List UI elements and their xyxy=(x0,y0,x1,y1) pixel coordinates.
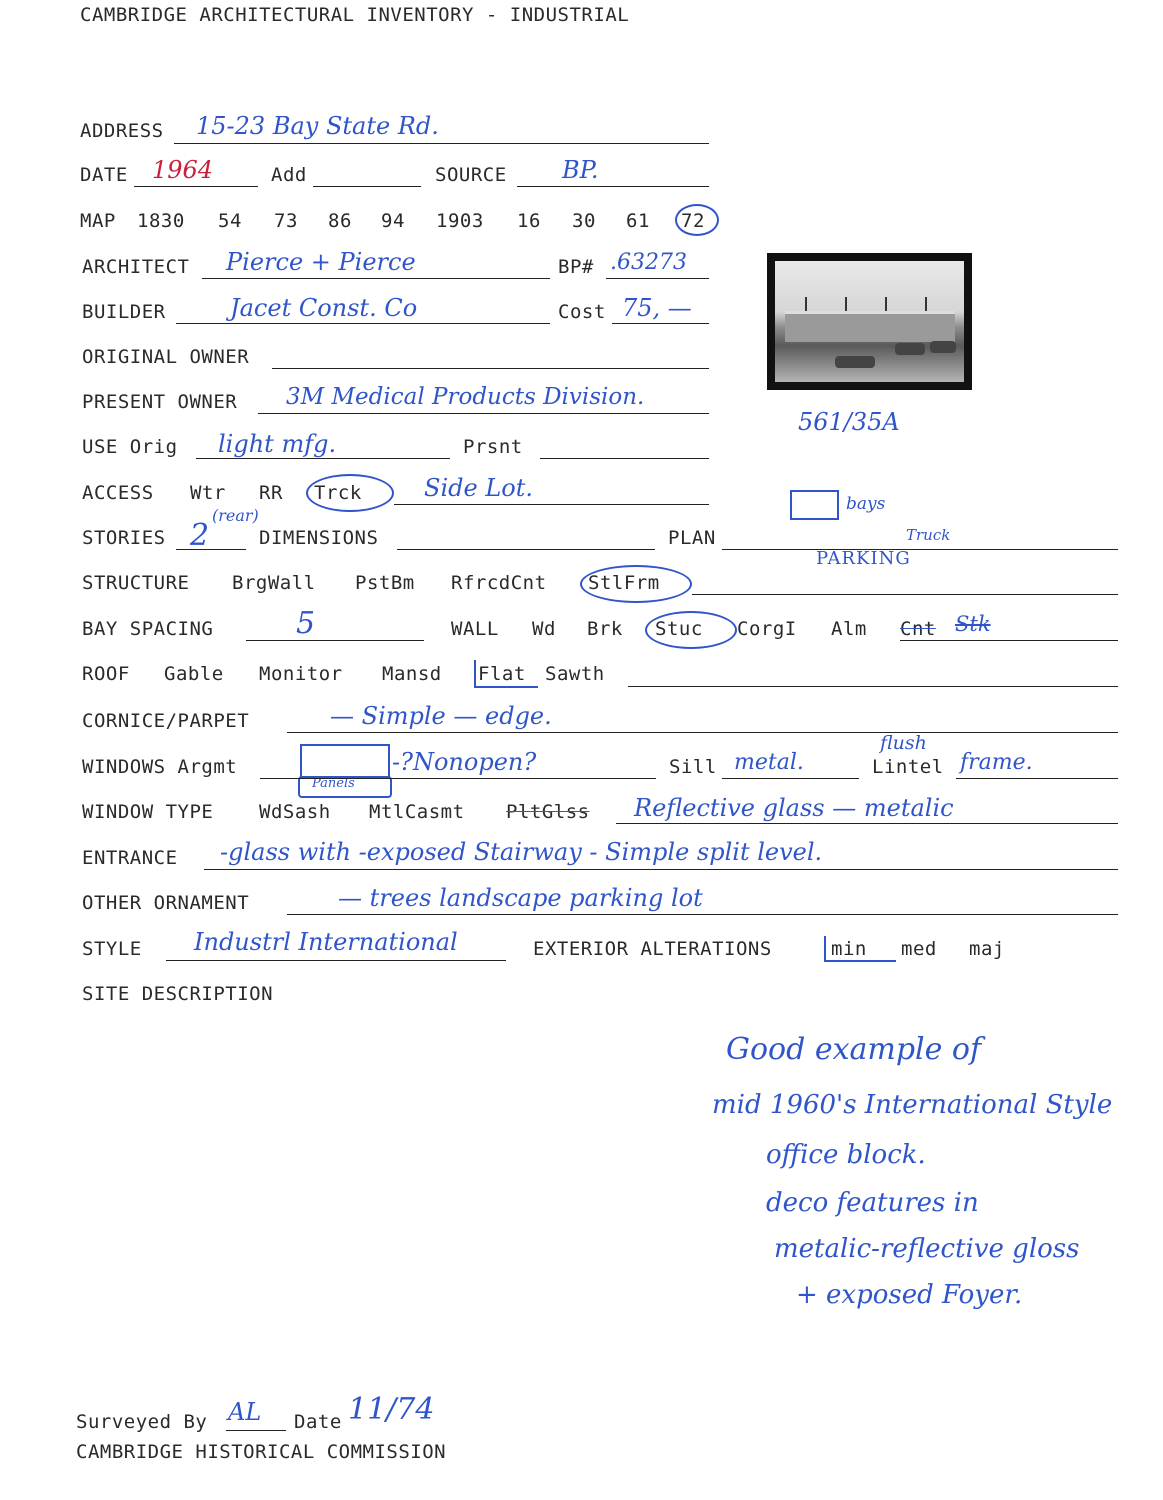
original-owner-label: ORIGINAL OWNER xyxy=(82,346,250,368)
access-option-rr: RR xyxy=(259,482,283,504)
lintel-line xyxy=(956,778,1118,779)
window-type-label: WINDOW TYPE xyxy=(82,801,214,823)
builder-line xyxy=(176,323,550,324)
alteration-option-maj: maj xyxy=(969,938,1005,960)
structure-line xyxy=(692,594,1118,595)
builder-value: Jacet Const. Co xyxy=(230,294,418,322)
present-owner-line xyxy=(258,413,709,414)
cost-value: 75, — xyxy=(622,294,692,322)
roof-option-flat: Flat xyxy=(478,663,526,685)
plan-bays-note: bays xyxy=(846,494,886,514)
plan-truck-note: Truck xyxy=(906,526,951,544)
map-year-86: 86 xyxy=(328,210,352,232)
alteration-option-med: med xyxy=(901,938,937,960)
address-value: 15-23 Bay State Rd. xyxy=(196,112,439,140)
architect-label: ARCHITECT xyxy=(82,256,190,278)
original-owner-line xyxy=(272,368,709,369)
access-selection-circle xyxy=(306,474,394,512)
surveyed-by-value: AL xyxy=(228,1398,262,1426)
access-option-wtr: Wtr xyxy=(190,482,226,504)
roof-option-gable: Gable xyxy=(164,663,224,685)
plan-line xyxy=(722,549,1118,550)
wall-option-corgi: CorgI xyxy=(737,618,797,640)
entrance-value: -glass with -exposed Stairway - Simple split level. xyxy=(220,838,823,866)
survey-date-label: Date xyxy=(294,1411,342,1433)
architect-line xyxy=(202,278,550,279)
wall-option-brk: Brk xyxy=(587,618,623,640)
plan-label: PLAN xyxy=(668,527,716,549)
windows-argmt-value: -?Nonopen? xyxy=(392,748,537,776)
map-label: MAP xyxy=(80,210,116,232)
add-label: Add xyxy=(271,164,307,186)
access-value: Side Lot. xyxy=(424,474,533,502)
surveyed-by-line xyxy=(226,1430,286,1431)
date-label: DATE xyxy=(80,164,128,186)
use-orig-line xyxy=(196,458,450,459)
bp-label: BP# xyxy=(558,256,594,278)
car-icon xyxy=(895,343,925,355)
map-year-1903: 1903 xyxy=(436,210,484,232)
architect-value: Pierce + Pierce xyxy=(226,248,416,276)
dimensions-label: DIMENSIONS xyxy=(259,527,379,549)
structure-option-rfrcdcnt: RfrcdCnt xyxy=(451,572,547,594)
cornice-value: — Simple — edge. xyxy=(330,702,552,730)
source-label: SOURCE xyxy=(435,164,507,186)
sill-label: Sill xyxy=(669,756,717,778)
roof-line xyxy=(628,686,1118,687)
prsnt-label: Prsnt xyxy=(463,436,523,458)
bay-spacing-label: BAY SPACING xyxy=(82,618,214,640)
address-line xyxy=(174,143,709,144)
style-value: Industrl International xyxy=(194,928,458,956)
dimensions-line xyxy=(397,549,655,550)
map-year-30: 30 xyxy=(572,210,596,232)
windows-argmt-label: WINDOWS Argmt xyxy=(82,756,238,778)
present-owner-label: PRESENT OWNER xyxy=(82,391,238,413)
access-line xyxy=(394,504,709,505)
cornice-label: CORNICE/PARPET xyxy=(82,710,250,732)
roof-option-mansd: Mansd xyxy=(382,663,442,685)
alteration-option-min: min xyxy=(831,938,867,960)
window-type-value: Reflective glass — metalic xyxy=(634,794,954,822)
roof-option-sawth: Sawth xyxy=(545,663,605,685)
access-option-trck: Trck xyxy=(314,482,362,504)
prsnt-line xyxy=(540,458,709,459)
date-value: 1964 xyxy=(152,156,214,184)
window-type-option-wdsash: WdSash xyxy=(259,801,331,823)
source-line xyxy=(517,186,709,187)
wall-option-alm: Alm xyxy=(831,618,867,640)
bay-spacing-line xyxy=(246,640,424,641)
exterior-alterations-label: EXTERIOR ALTERATIONS xyxy=(533,938,772,960)
window-type-option-pltglss: PltGlss xyxy=(506,801,590,823)
other-ornament-line xyxy=(287,914,1118,915)
plan-parking-note: PARKING xyxy=(816,548,911,569)
site-description-line-6: + exposed Foyer. xyxy=(796,1280,1023,1310)
roof-selection-mark xyxy=(474,660,538,688)
map-year-61: 61 xyxy=(626,210,650,232)
site-description-label: SITE DESCRIPTION xyxy=(82,983,274,1005)
lintel-value: frame. xyxy=(960,750,1033,775)
plan-sketch-box xyxy=(790,490,839,520)
photo-scene xyxy=(775,261,964,382)
windows-sketch-box xyxy=(300,744,390,778)
date-line xyxy=(134,186,258,187)
windows-panels-note: Panels xyxy=(312,776,355,791)
style-line xyxy=(166,960,506,961)
lintel-note: flush xyxy=(880,732,927,754)
style-label: STYLE xyxy=(82,938,142,960)
sill-value: metal. xyxy=(734,750,804,775)
structure-option-stlfrm: StlFrm xyxy=(588,572,660,594)
wall-extra-note: Stk xyxy=(955,612,991,636)
map-year-54: 54 xyxy=(218,210,242,232)
alteration-selection-mark xyxy=(824,936,896,962)
bay-spacing-value: 5 xyxy=(296,606,316,641)
map-year-94: 94 xyxy=(381,210,405,232)
map-year-16: 16 xyxy=(517,210,541,232)
roof-option-monitor: Monitor xyxy=(259,663,343,685)
other-ornament-label: OTHER ORNAMENT xyxy=(82,892,250,914)
window-type-option-mtlcasmt: MtlCasmt xyxy=(369,801,465,823)
site-description-line-4: deco features in xyxy=(766,1188,979,1218)
windows-argmt-line xyxy=(260,778,656,779)
other-ornament-value: — trees landscape parking lot xyxy=(338,884,703,912)
map-year-selection-circle xyxy=(675,204,719,236)
bp-line xyxy=(606,278,709,279)
cost-label: Cost xyxy=(558,301,606,323)
source-value: BP. xyxy=(562,156,599,184)
structure-option-brgwall: BrgWall xyxy=(232,572,316,594)
stories-line xyxy=(176,549,246,550)
stories-label: STORIES xyxy=(82,527,166,549)
use-orig-label: USE Orig xyxy=(82,436,178,458)
sill-line xyxy=(722,778,859,779)
site-description-line-3: office block. xyxy=(766,1140,926,1170)
add-line xyxy=(313,186,421,187)
photo-reference: 561/35A xyxy=(798,408,900,436)
surveyed-by-label: Surveyed By xyxy=(76,1411,208,1433)
survey-date-value: 11/74 xyxy=(348,1392,435,1427)
structure-label: STRUCTURE xyxy=(82,572,190,594)
roof-label: ROOF xyxy=(82,663,130,685)
site-description-line-5: metalic-reflective gloss xyxy=(774,1234,1080,1264)
commission-name: CAMBRIDGE HISTORICAL COMMISSION xyxy=(76,1441,447,1463)
site-description-line-2: mid 1960's International Style xyxy=(712,1090,1113,1120)
stories-note: (rear) xyxy=(212,506,259,525)
access-label: ACCESS xyxy=(82,482,154,504)
wall-option-stuc: Stuc xyxy=(655,618,703,640)
car-icon xyxy=(930,341,956,353)
wall-option-wd: Wd xyxy=(532,618,556,640)
structure-selection-circle xyxy=(580,565,692,603)
entrance-line xyxy=(204,869,1118,870)
form-title: CAMBRIDGE ARCHITECTURAL INVENTORY - INDUSTRIAL xyxy=(80,4,630,26)
use-orig-value: light mfg. xyxy=(218,430,337,458)
wall-line xyxy=(900,640,1118,641)
cost-line xyxy=(612,323,709,324)
map-year-1830: 1830 xyxy=(137,210,185,232)
bp-value: .63273 xyxy=(610,250,687,275)
building-icon xyxy=(785,311,955,342)
wall-selection-circle xyxy=(645,611,737,649)
car-icon xyxy=(835,356,875,368)
entrance-label: ENTRANCE xyxy=(82,847,178,869)
structure-option-pstbm: PstBm xyxy=(355,572,415,594)
building-photo-icon xyxy=(767,253,972,390)
wall-label: WALL xyxy=(451,618,499,640)
cornice-line xyxy=(287,732,1118,733)
present-owner-value: 3M Medical Products Division. xyxy=(286,384,645,410)
address-label: ADDRESS xyxy=(80,120,164,142)
map-year-73: 73 xyxy=(274,210,298,232)
lintel-label: Lintel xyxy=(872,756,944,778)
map-year-72: 72 xyxy=(681,210,705,232)
site-description-line-1: Good example of xyxy=(726,1032,982,1067)
window-type-line xyxy=(616,823,1118,824)
wall-option-cnt: Cnt xyxy=(900,618,936,640)
builder-label: BUILDER xyxy=(82,301,166,323)
stories-value: 2 xyxy=(190,518,210,553)
